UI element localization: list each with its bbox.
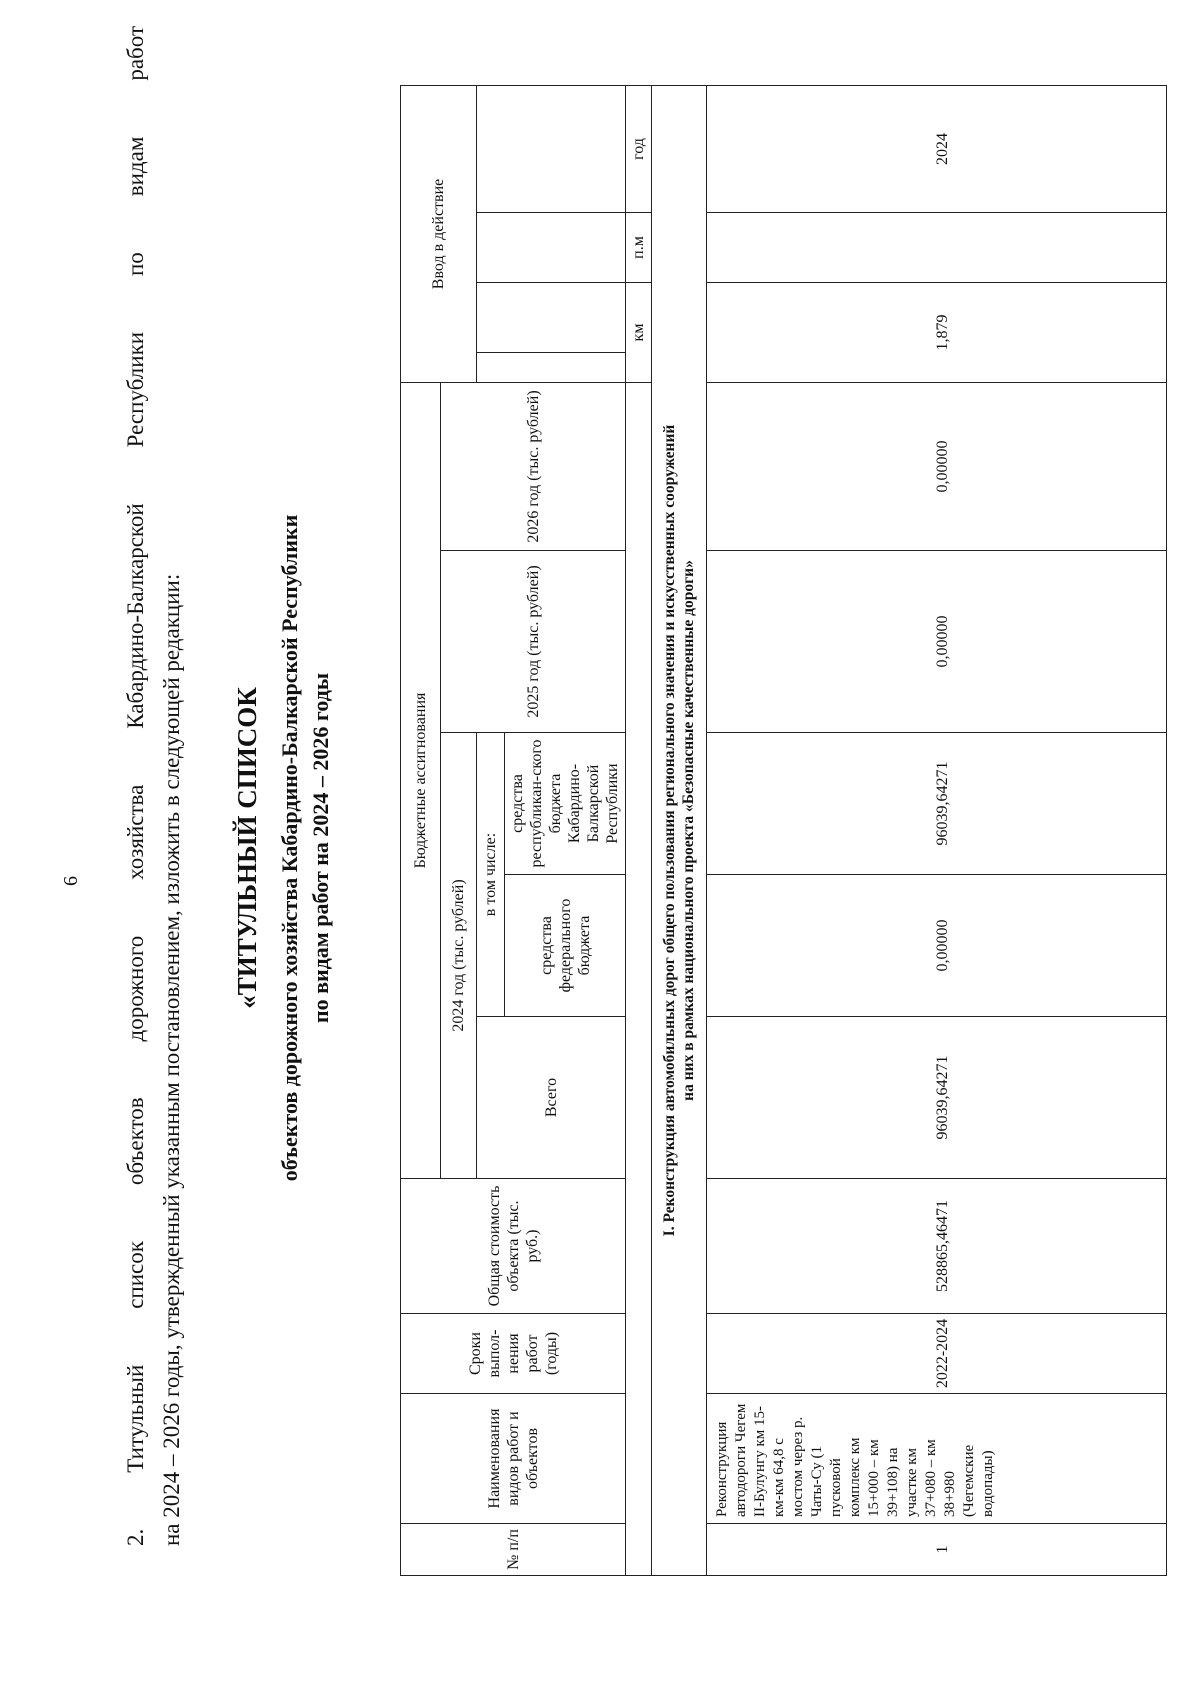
header-budget: Бюджетные ассигнования: [401, 382, 441, 1178]
intro-line-1: 2. Титульный список объектов дорожного хозяйства Кабардино-Балкарской Республики по видам работ: [123, 26, 148, 1546]
header-row-1: [401, 85, 441, 1575]
title-list-table: [400, 85, 1167, 1576]
cell-name: Реконструкция автодороги Чегем II-Булунгу км 15-км-км 64,8 с мостом через р. Чаты-Су (1 пусковой комплекс км 15+000 – км 39+108) на участке км 37+080 – км 38+980 (Чегемские водопады): [707, 1394, 1167, 1524]
subtitle-line-2: по видам работ на 2024 – 2026 годы: [308, 672, 333, 1024]
section-row: [652, 85, 707, 1575]
cell-pm: [707, 212, 1167, 282]
header-spacer-d: [477, 85, 626, 212]
cell-2025: 0,00000: [707, 551, 1167, 733]
header-num: № п/п: [401, 1524, 626, 1576]
page-number: 6: [60, 876, 82, 886]
header-year: год: [626, 85, 652, 212]
cell-km: 1,879: [707, 282, 1167, 382]
section-title: [652, 85, 707, 1575]
header-km: км: [626, 282, 652, 382]
header-federal: средства федерального бюджета: [505, 875, 626, 1017]
document-subtitle: [274, 0, 336, 1696]
section-title-line-2: на них в рамках национального проекта «Безопасные качественные дороги»: [680, 560, 697, 1101]
cell-total: 96039,64271: [707, 1017, 1167, 1179]
table-row: [707, 85, 1167, 1575]
header-spacer-c: [477, 212, 626, 282]
header-commission: Ввод в действие: [401, 85, 477, 382]
header-spacer-b: [477, 282, 626, 352]
header-name: Наименования видов работ и объектов: [401, 1394, 626, 1524]
intro-line-2: на 2024 – 2026 годы, утвержденный указанным постановлением, изложить в следующей редакции:: [159, 573, 184, 1546]
units-spacer: [626, 382, 652, 1575]
intro-paragraph: [118, 26, 190, 1546]
cell-republic: 96039,64271: [707, 733, 1167, 875]
section-title-line-1: I. Реконструкция автомобильных дорог общего пользования регионального значения и искусственных сооружений: [661, 424, 678, 1237]
document-title: «ТИТУЛЬНЫЙ СПИСОК: [232, 687, 262, 1009]
cell-federal: 0,00000: [707, 875, 1167, 1017]
header-2025: 2025 год (тыс. рублей): [441, 551, 626, 733]
subtitle-line-1: объектов дорожного хозяйства Кабардино-Балкарской Республики: [277, 514, 302, 1182]
header-spacer-a: [477, 352, 626, 382]
header-units-row: [626, 85, 652, 1575]
header-cost: Общая стоимость объекта (тыс. руб.): [401, 1179, 626, 1314]
cell-cost: 528865,46471: [707, 1179, 1167, 1314]
cell-year: 2024: [707, 85, 1167, 212]
cell-term: 2022-2024: [707, 1314, 1167, 1394]
header-2026: 2026 год (тыс. рублей): [441, 382, 626, 550]
cell-num: 1: [707, 1524, 1167, 1576]
header-pm: п.м: [626, 212, 652, 282]
header-term: Сроки выпол-нения работ (годы): [401, 1314, 626, 1394]
header-republic: средства республикан-ского бюджета Кабардино-Балкарской Республики: [505, 733, 626, 875]
cell-2026: 0,00000: [707, 382, 1167, 550]
header-including: в том числе:: [477, 733, 505, 1017]
header-2024: 2024 год (тыс. рублей): [441, 733, 477, 1179]
header-total: Всего: [477, 1017, 626, 1179]
